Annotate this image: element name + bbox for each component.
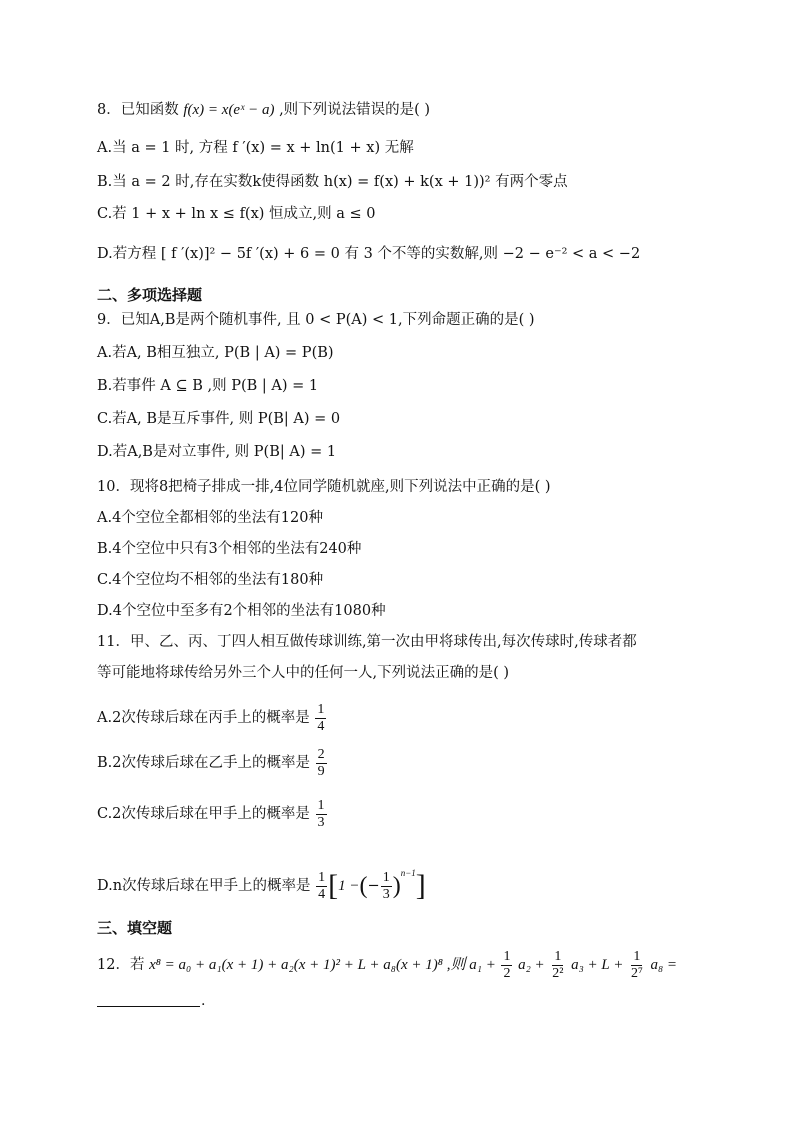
q8-option-a: A.当 a = 1 时, 方程 f ′(x) = x + ln(1 + x) 无解: [97, 140, 414, 156]
q12-term-a2: a₂ +: [518, 957, 545, 973]
q11-option-b-fraction: [316, 747, 327, 780]
fraction-denominator: 9: [317, 763, 325, 779]
q12-fraction-3: [629, 949, 645, 982]
fraction-numerator: 1: [503, 948, 511, 964]
q9-stem: 9．已知A,B是两个随机事件, 且 0 < P(A) < 1,下列命题正确的是( ): [97, 312, 535, 328]
fraction-numerator: 1: [382, 869, 390, 885]
q11-stem-line1: 11．甲、乙、丙、丁四人相互做传球训练,第一次由甲将球传出,每次传球时,传球者都: [97, 634, 637, 650]
q11-option-d-inner: 1 −: [338, 878, 360, 894]
q12-term-a3: a₃ + L +: [571, 957, 624, 973]
q9-option-d: D.若A,B是对立事件, 则 P(B| A) = 1: [97, 444, 337, 460]
q8-stem-suffix: ,则下列说法错误的是( ): [279, 102, 431, 118]
q8-option-d: D.若方程 [ f ′(x)]² − 5f ′(x) + 6 = 0 有 3 个不等的实数解,则 −2 − e⁻² < a < −2: [97, 246, 641, 262]
fraction-numerator: 1: [633, 948, 641, 964]
q11-option-c-text: C.2次传球后球在甲手上的概率是: [97, 806, 310, 822]
fraction-numerator: 1: [318, 869, 326, 885]
fraction-numerator: 1: [554, 948, 562, 964]
q11-option-c: [97, 797, 328, 831]
left-bracket: [: [328, 869, 339, 902]
exponent: n−1: [400, 868, 416, 878]
q8-option-c: C.若 1 + x + ln x ≤ f(x) 恒成立,则 a ≤ 0: [97, 206, 376, 222]
q12-prefix: 12．若: [97, 957, 145, 973]
q12-fraction-2: [550, 949, 565, 982]
fraction-numerator: 1: [317, 701, 325, 717]
fraction-denominator: 4: [318, 886, 326, 902]
q11-option-b: [97, 746, 328, 780]
section-title-fill-in: 三、填空题: [97, 919, 173, 937]
q11-option-a: [97, 701, 327, 735]
q11-option-d-inner-fraction: [381, 870, 392, 903]
q12-stem: [97, 948, 677, 982]
q12-fraction-1: [501, 949, 512, 982]
fraction-numerator: 1: [317, 797, 325, 813]
q10-option-d: D.4个空位中至多有2个相邻的坐法有1080种: [97, 603, 386, 619]
left-paren: (: [359, 873, 368, 899]
answer-blank-line[interactable]: [97, 1005, 200, 1007]
q11-stem-line2: 等可能地将球传给另外三个人中的任何一人,下列说法正确的是( ): [97, 665, 510, 681]
fraction-denominator: 3: [382, 886, 390, 902]
fraction-denominator: 2: [503, 965, 511, 981]
answer-blank-period: .: [201, 993, 206, 1009]
q11-option-d: D.n次传球后球在甲手上的概率是 $\frac{1}{4}$ [1 −(− $\frac{1}{3}$ )$^{n-1}$]: [97, 868, 426, 902]
q11-option-b-text: B.2次传球后球在乙手上的概率是: [97, 755, 310, 771]
section-title-multiple-choice: 二、多项选择题: [97, 286, 203, 304]
fraction-denominator: 2²: [552, 965, 564, 981]
q11-option-a-fraction: [315, 702, 326, 735]
q10-stem: 10．现将8把椅子排成一排,4位同学随机就座,则下列说法中正确的是( ): [97, 479, 551, 495]
q9-option-b: B.若事件 A ⊆ B ,则 P(B | A) = 1: [97, 378, 319, 394]
q11-option-d-fraction: [316, 870, 327, 903]
q8-stem-prefix: 8．已知函数: [97, 102, 179, 118]
right-paren: ): [392, 873, 401, 899]
q10-option-a: A.4个空位全都相邻的坐法有120种: [97, 510, 323, 526]
q10-option-c: C.4个空位均不相邻的坐法有180种: [97, 572, 324, 588]
q8-stem: [97, 100, 430, 120]
right-bracket: ]: [415, 869, 426, 902]
q11-option-d-text: D.n次传球后球在甲手上的概率是: [97, 878, 311, 894]
q10-option-b: B.4个空位中只有3个相邻的坐法有240种: [97, 541, 362, 557]
q11-option-c-fraction: [316, 798, 327, 831]
q12-term-a8: a₈ =: [650, 957, 678, 973]
q9-option-c: C.若A, B是互斥事件, 则 P(B| A) = 0: [97, 411, 341, 427]
fraction-denominator: 2⁷: [630, 965, 643, 981]
q12-equation: x⁸ = a₀ + a₁(x + 1) + a₂(x + 1)² + L + a₈(x + 1)⁸ ,则 a₁ +: [149, 957, 496, 973]
fraction-numerator: 2: [317, 746, 325, 762]
fraction-denominator: 4: [317, 718, 325, 734]
q9-option-a: A.若A, B相互独立, P(B | A) = P(B): [97, 345, 334, 361]
q8-stem-math: f(x) = x(eˣ − a): [183, 102, 275, 118]
fraction-denominator: 3: [317, 814, 325, 830]
q11-option-a-text: A.2次传球后球在丙手上的概率是: [97, 710, 310, 726]
q8-option-b: B.当 a = 2 时,存在实数k使得函数 h(x) = f(x) + k(x + 1))² 有两个零点: [97, 174, 568, 190]
